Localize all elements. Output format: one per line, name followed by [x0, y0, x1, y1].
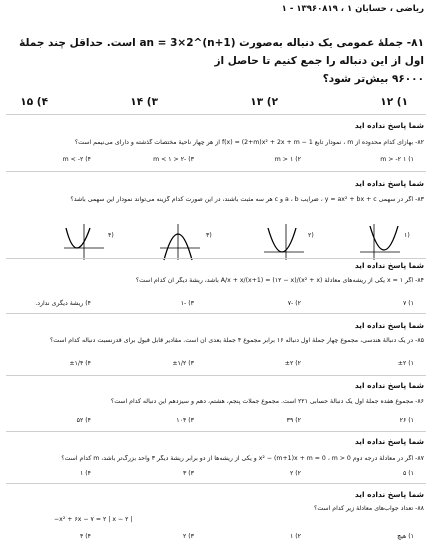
divider	[6, 313, 426, 314]
status-not-answered: شما پاسخ نداده اید	[354, 179, 424, 188]
question-88-choices	[6, 533, 426, 543]
status-not-answered: شما پاسخ نداده اید	[354, 121, 424, 130]
choice-81-2[interactable]: ۲) ۱۳	[250, 96, 278, 108]
choice-83-3[interactable]: (۳	[206, 232, 212, 239]
choice-86-1[interactable]: ۱) ۲۶	[399, 417, 414, 424]
divider	[6, 171, 426, 172]
choice-84-2[interactable]: ۲) -۷	[287, 300, 301, 307]
choice-88-3[interactable]: ۳) ۲	[182, 533, 194, 540]
choice-86-2[interactable]: ۲) ۳۹	[286, 417, 301, 424]
divider	[6, 375, 426, 376]
status-not-answered: شما پاسخ نداده اید	[354, 381, 424, 390]
choice-82-3[interactable]: ۳) -۲ < m < ۱	[153, 156, 194, 163]
graph-choice-1[interactable]	[356, 222, 402, 262]
choice-87-2[interactable]: ۲) ۲	[289, 470, 301, 477]
choice-84-3[interactable]: ۳) -۱	[180, 300, 194, 307]
question-82: ۸۲- بهازای کدام محدوده از m ، نمودار تابع f(x) = (2+m)x² + 2x + m − 1 از هر چهار ناحیهٔ مختصات گذشته و دارای می‌نیمم است؟	[74, 139, 424, 146]
choice-81-4[interactable]: ۴) ۱۵	[20, 96, 48, 108]
question-86: ۸۶- مجموع هفده جملهٔ اول یک دنبالهٔ حسابی ۲۲۱ است. مجموع جملات پنجم، هشتم، دهم و سیزدهم این دنباله کدام است؟	[110, 398, 424, 405]
choice-83-2[interactable]: (۲	[308, 232, 314, 239]
choice-84-4[interactable]: ۴) ریشهٔ دیگری ندارد.	[35, 300, 91, 307]
choice-86-3[interactable]: ۳) ۱۰۴	[176, 417, 194, 424]
parabola-graph-3	[156, 222, 202, 262]
choice-86-4[interactable]: ۴) ۵۲	[76, 417, 91, 424]
choice-82-1[interactable]: ۱) m > -۲ ۱	[380, 156, 414, 163]
question-82-choices	[6, 156, 426, 166]
choice-82-4[interactable]: ۴) m < -۲	[62, 156, 91, 163]
choice-87-1[interactable]: ۱) ۵	[402, 470, 414, 477]
question-85-choices	[6, 360, 426, 370]
question-87: ۸۷- اگر در معادلهٔ درجه دوم x² − (m+1)x + m = 0 ، m > 0 و یکی از ریشه‌ها از دو برابر ریشهٔ دیگر ۳ واحد بزرگ‌تر باشد، m کدام است؟	[61, 455, 424, 462]
question-85: ۸۵- در یک دنبالهٔ هندسی، مجموع چهار جملهٔ اول دنباله ۱۶ برابر مجموع ۴ جملهٔ بعدی آن است. مقادیر قابل قبول برای قدرنسبت دنباله کدام است؟	[50, 337, 424, 344]
choice-84-1[interactable]: ۱) ۷	[402, 300, 414, 307]
page-header: ریاضی ، حسابان ۱ ، ۱۳۹۶۰۸۱۹ - ۱	[281, 4, 424, 14]
status-not-answered: شما پاسخ نداده اید	[354, 321, 424, 330]
question-87-choices	[6, 470, 426, 480]
question-86-choices	[6, 417, 426, 427]
graph-choice-4[interactable]	[60, 222, 106, 262]
divider	[6, 483, 426, 484]
choice-85-1[interactable]: ۱) ±۲	[397, 360, 414, 367]
question-84-choices	[6, 300, 426, 310]
choice-81-3[interactable]: ۳) ۱۴	[130, 96, 158, 108]
divider	[6, 431, 426, 432]
question-84: ۸۴- اگر x = ۱ یکی از ریشه‌های معادلهٔ A/x + x/(x+1) = (۱۲ − x)/(x² + x) باشد، ریشهٔ دیگر آن کدام است؟	[135, 277, 424, 284]
choice-83-4[interactable]: (۴	[108, 232, 114, 239]
question-88-equation: −x² + ۶x − ۷ = ۲ | x − ۲ |	[54, 516, 133, 523]
question-81-choices	[10, 96, 420, 110]
choice-87-4[interactable]: ۴) ۱	[79, 470, 91, 477]
question-88: ۸۸- تعداد جواب‌های معادلهٔ زیر کدام است؟	[314, 505, 424, 512]
choice-88-1[interactable]: ۱) هیچ	[397, 533, 414, 540]
divider	[6, 114, 426, 115]
status-not-answered: شما پاسخ نداده اید	[354, 490, 424, 499]
graph-choice-3[interactable]	[156, 222, 202, 262]
question-83-graphs	[60, 222, 410, 262]
status-not-answered: شما پاسخ نداده اید	[354, 261, 424, 270]
parabola-graph-1	[356, 222, 402, 262]
choice-85-2[interactable]: ۲) ±۲	[284, 360, 301, 367]
choice-87-3[interactable]: ۳) ۳	[182, 470, 194, 477]
divider	[6, 258, 426, 259]
choice-83-1[interactable]: (۱	[404, 232, 410, 239]
choice-81-1[interactable]: ۱) ۱۲	[380, 96, 408, 108]
question-81-line2: ۹۶۰۰۰ بیش‌تر شود؟	[322, 73, 424, 85]
choice-88-4[interactable]: ۴) ۴	[79, 533, 91, 540]
parabola-graph-4	[60, 222, 106, 262]
question-81-line1: ۸۱- جملهٔ عمومی یک دنباله به‌صورت an = 3×2^(n+1) است. حداقل چند جملهٔ اول از این دنباله را جمع کنیم تا حاصل از	[19, 37, 424, 67]
parabola-graph-2	[260, 222, 306, 262]
choice-88-2[interactable]: ۲) ۱	[289, 533, 301, 540]
choice-85-3[interactable]: ۳) ±۱/۲	[172, 360, 194, 367]
choice-85-4[interactable]: ۴) ±۱/۴	[69, 360, 91, 367]
question-81	[8, 34, 424, 88]
question-83: ۸۳- اگر در سهمی y = ax² + bx + c ، ضرایب a ، b و c هر سه مثبت باشند، در این صورت کدام گزینه می‌تواند نمودار این سهمی باشد؟	[70, 196, 424, 203]
graph-choice-2[interactable]	[260, 222, 306, 262]
status-not-answered: شما پاسخ نداده اید	[354, 437, 424, 446]
choice-82-2[interactable]: ۲) m > ۱	[274, 156, 301, 163]
